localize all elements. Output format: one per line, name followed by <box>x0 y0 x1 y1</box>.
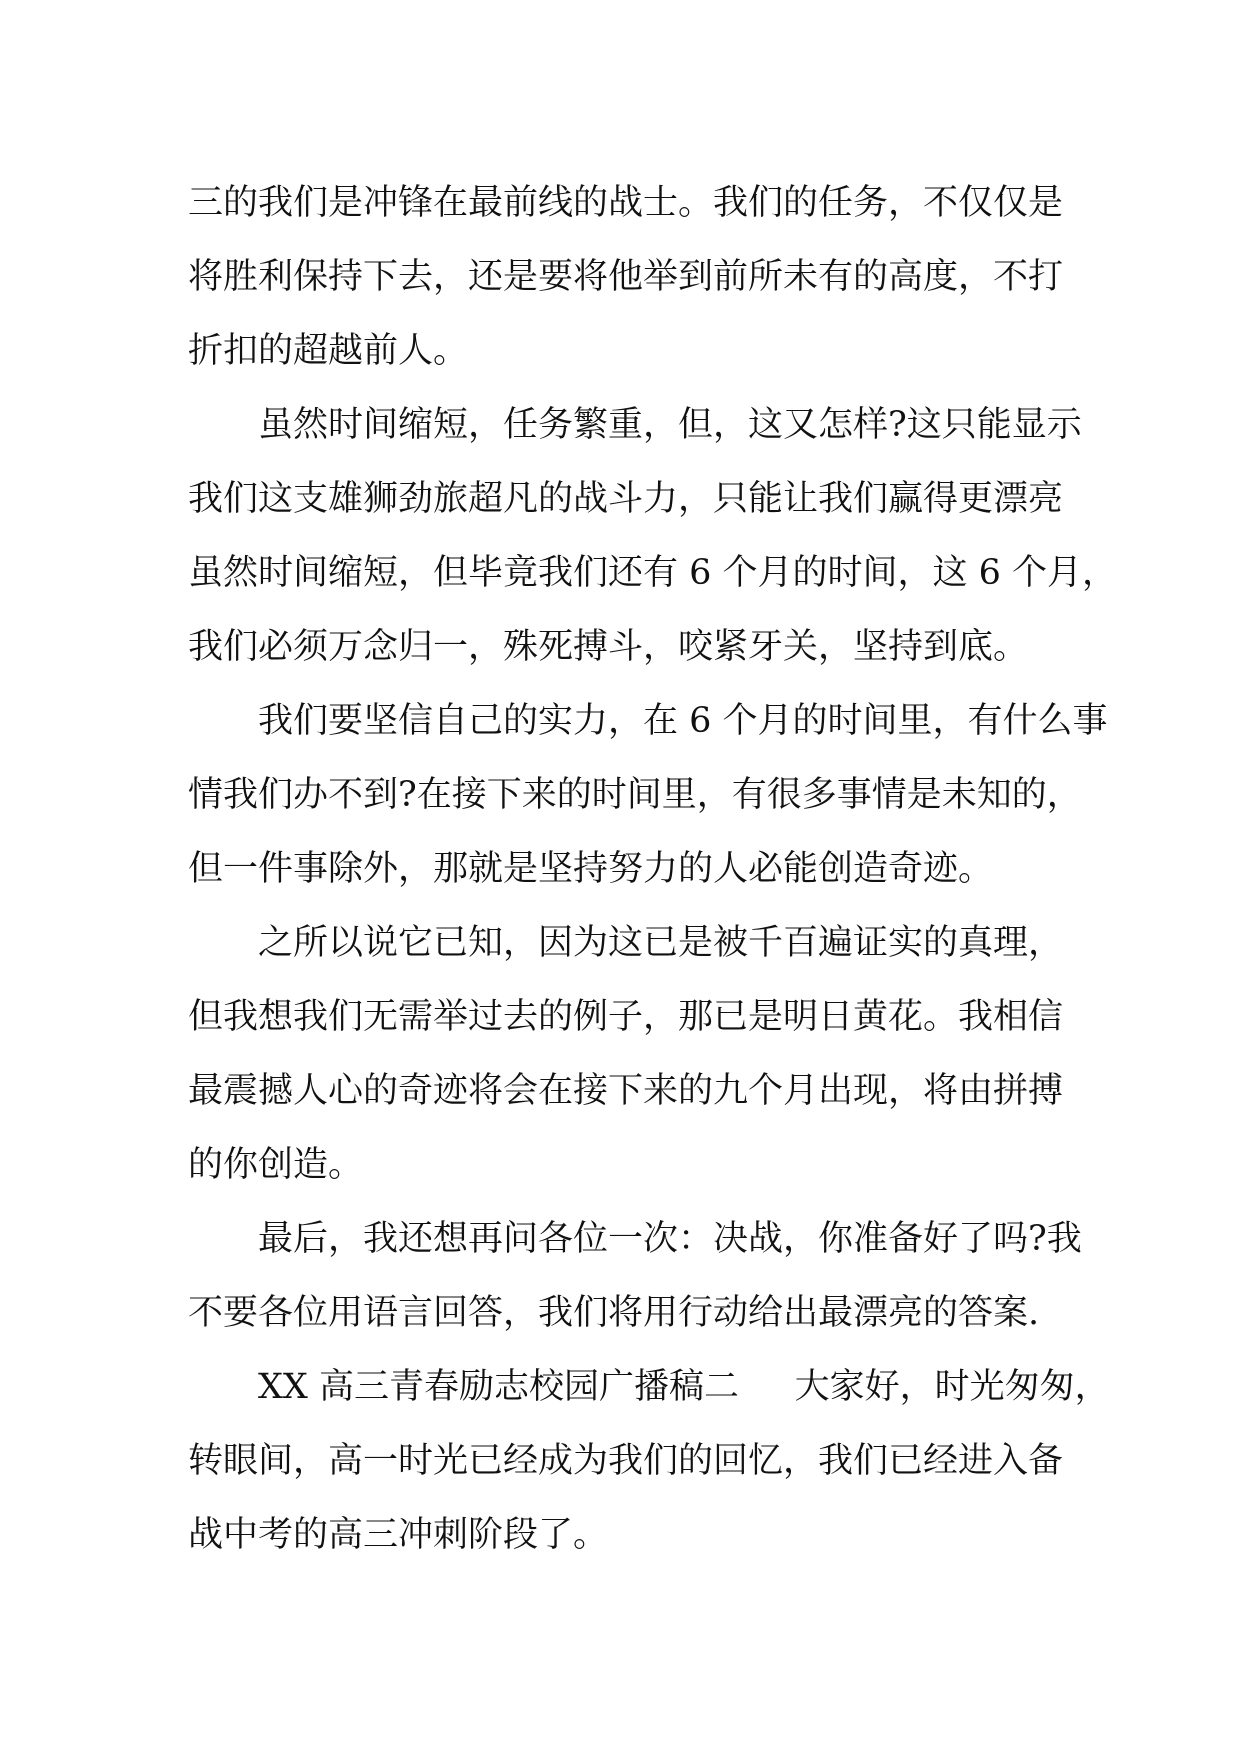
text-line: 我们必须万念归一，殊死搏斗，咬紧牙关，坚持到底。 <box>188 627 1029 667</box>
text-line: 将胜利保持下去，还是要将他举到前所未有的高度，不打 <box>188 257 1064 297</box>
paragraph-first-line: XX 高三青春励志校园广播稿二 大家好，时光匆匆， <box>258 1367 1110 1407</box>
text-line: 但一件事除外，那就是坚持努力的人必能创造奇迹。 <box>188 849 994 889</box>
text-line: 我们这支雄狮劲旅超凡的战斗力，只能让我们赢得更漂亮 <box>188 479 1064 519</box>
paragraph-first-line: 之所以说它已知，因为这已是被千百遍证实的真理， <box>258 923 1064 963</box>
paragraph-first-line: 虽然时间缩短，任务繁重，但，这又怎样?这只能显示 <box>258 405 1082 445</box>
document-body <box>188 166 1118 1572</box>
text-line: 情我们办不到?在接下来的时间里，有很多事情是未知的， <box>188 775 1082 815</box>
text-line: 虽然时间缩短，但毕竟我们还有 6 个月的时间，这 6 个月， <box>188 553 1118 593</box>
text-line: 最震撼人心的奇迹将会在接下来的九个月出现，将由拼搏 <box>188 1071 1064 1111</box>
text-line: 不要各位用语言回答，我们将用行动给出最漂亮的答案. <box>188 1293 1040 1333</box>
text-line: 但我想我们无需举过去的例子，那已是明日黄花。我相信 <box>188 997 1064 1037</box>
paragraph-first-line: 我们要坚信自己的实力，在 6 个月的时间里，有什么事 <box>258 701 1108 741</box>
text-line: 转眼间，高一时光已经成为我们的回忆，我们已经进入备 <box>188 1441 1064 1481</box>
text-line: 的你创造。 <box>188 1145 364 1185</box>
text-line: 战中考的高三冲刺阶段了。 <box>188 1515 609 1555</box>
paragraph-first-line: 最后，我还想再问各位一次：决战，你准备好了吗?我 <box>258 1219 1082 1259</box>
text-line: 三的我们是冲锋在最前线的战士。我们的任务，不仅仅是 <box>188 183 1064 223</box>
text-line: 折扣的超越前人。 <box>188 331 469 371</box>
